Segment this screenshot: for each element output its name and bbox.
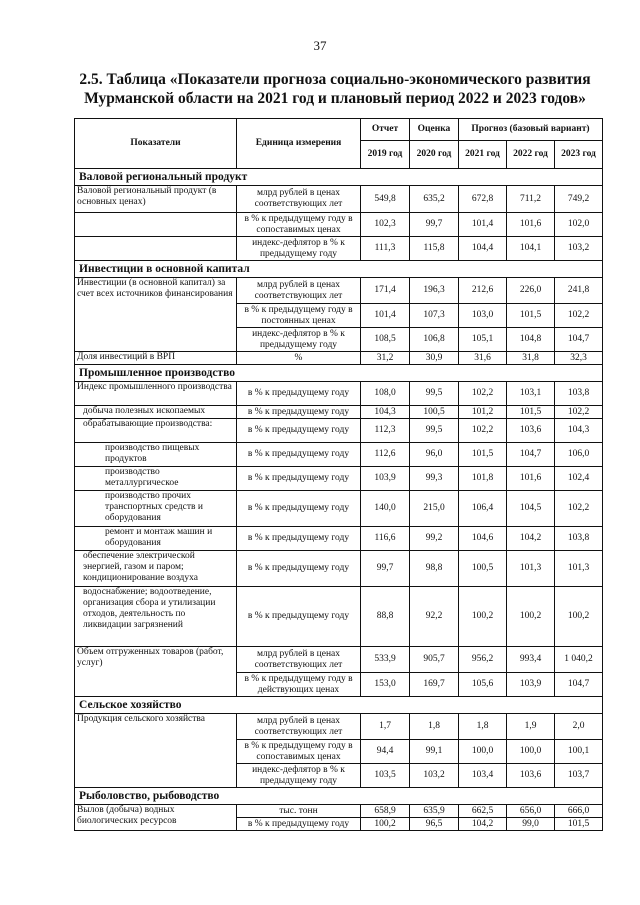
value-2022: 100,0 [507,740,555,764]
value-2019: 102,3 [361,213,410,237]
value-2020: 196,3 [410,278,459,304]
value-2021: 662,5 [459,805,507,818]
header-2020: 2020 год [410,141,459,169]
value-2020: 99,3 [410,467,459,491]
value-2019: 658,9 [361,805,410,818]
value-2023: 2,0 [555,714,603,740]
value-2021: 102,2 [459,382,507,406]
value-2019: 533,9 [361,647,410,673]
indicator-name [75,213,237,237]
indicator-name: Инвестиции (в основной капитал) за счет всех источников финансирования [75,278,237,352]
section-agriculture: Сельское хозяйство [75,697,603,714]
value-2023: 103,7 [555,764,603,788]
value-2023: 102,2 [555,304,603,328]
value-2023: 101,3 [555,551,603,587]
value-2023: 32,3 [555,352,603,365]
value-2022: 656,0 [507,805,555,818]
value-2023: 241,8 [555,278,603,304]
table-row [75,647,603,673]
value-2021: 101,4 [459,213,507,237]
value-2021: 956,2 [459,647,507,673]
unit-cell: в % к предыдущему году в постоянных ценах [237,304,361,328]
unit-cell: в % к предыдущему году в действующих ценах [237,673,361,697]
table-row [75,278,603,304]
value-2019: 31,2 [361,352,410,365]
value-2022: 103,6 [507,764,555,788]
unit-cell: в % к предыдущему году [237,443,361,467]
table-row [75,406,603,419]
value-2020: 92,2 [410,587,459,647]
table-row [75,419,603,443]
unit-cell: в % к предыдущему году [237,491,361,527]
value-2019: 111,3 [361,237,410,261]
value-2021: 103,0 [459,304,507,328]
table-title [70,70,600,108]
unit-cell: в % к предыдущему году [237,587,361,647]
value-2020: 99,7 [410,213,459,237]
value-2023: 100,2 [555,587,603,647]
unit-cell: в % к предыдущему году [237,818,361,831]
indicator-name: Доля инвестиций в ВРП [75,352,237,365]
value-2021: 104,2 [459,818,507,831]
value-2020: 215,0 [410,491,459,527]
section-grp: Валовой региональный продукт [75,169,603,186]
value-2022: 99,0 [507,818,555,831]
header-2023: 2023 год [555,141,603,169]
value-2019: 1,7 [361,714,410,740]
value-2020: 99,2 [410,527,459,551]
forecast-table [74,118,603,831]
indicator-name: Вылов (добыча) водных биологических ресурсов [75,805,237,831]
table-row [75,551,603,587]
table-row [75,587,603,647]
value-2019: 104,3 [361,406,410,419]
value-2020: 99,5 [410,419,459,443]
value-2021: 105,1 [459,328,507,352]
value-2023: 102,0 [555,213,603,237]
value-2019: 112,3 [361,419,410,443]
table-row [75,805,603,818]
header-2021: 2021 год [459,141,507,169]
value-2020: 635,2 [410,186,459,213]
value-2022: 103,6 [507,419,555,443]
value-2022: 104,2 [507,527,555,551]
table-row [75,186,603,213]
indicator-name: производство прочих транспортных средств и оборудования [75,491,237,527]
value-2023: 104,3 [555,419,603,443]
unit-cell: в % к предыдущему году [237,382,361,406]
value-2019: 140,0 [361,491,410,527]
value-2022: 103,9 [507,673,555,697]
table-row [75,352,603,365]
value-2020: 100,5 [410,406,459,419]
value-2023: 666,0 [555,805,603,818]
unit-cell: млрд рублей в ценах соответствующих лет [237,186,361,213]
value-2019: 116,6 [361,527,410,551]
value-2021: 106,4 [459,491,507,527]
value-2019: 103,5 [361,764,410,788]
value-2023: 103,8 [555,382,603,406]
value-2023: 1 040,2 [555,647,603,673]
value-2019: 94,4 [361,740,410,764]
value-2023: 100,1 [555,740,603,764]
header-2022: 2022 год [507,141,555,169]
value-2019: 108,5 [361,328,410,352]
unit-cell: млрд рублей в ценах соответствующих лет [237,278,361,304]
value-2020: 635,9 [410,805,459,818]
indicator-name: производство пищевых продуктов [75,443,237,467]
page-number: 37 [313,38,327,53]
unit-cell: в % к предыдущему году [237,551,361,587]
indicator-name: Объем отгруженных товаров (работ, услуг) [75,647,237,697]
indicator-name: обрабатывающие производства: [75,419,237,443]
value-2023: 101,5 [555,818,603,831]
value-2020: 96,0 [410,443,459,467]
value-2020: 30,9 [410,352,459,365]
value-2022: 101,3 [507,551,555,587]
table-row [75,527,603,551]
value-2023: 749,2 [555,186,603,213]
value-2019: 112,6 [361,443,410,467]
indicator-name: ремонт и монтаж машин и оборудования [75,527,237,551]
value-2022: 101,5 [507,406,555,419]
indicator-name: Индекс промышленного производства [75,382,237,406]
indicator-name: водоснабжение; водоотведение, организация сбора и утилизации отходов, деятельность по ликвидации загрязнений [75,587,237,647]
table-row [75,714,603,740]
value-2020: 106,8 [410,328,459,352]
unit-cell: в % к предыдущему году [237,406,361,419]
value-2021: 212,6 [459,278,507,304]
value-2022: 104,1 [507,237,555,261]
value-2022: 104,8 [507,328,555,352]
value-2022: 101,6 [507,467,555,491]
table-row [75,213,603,237]
value-2023: 102,4 [555,467,603,491]
value-2022: 104,7 [507,443,555,467]
value-2021: 101,5 [459,443,507,467]
value-2020: 107,3 [410,304,459,328]
value-2023: 102,2 [555,491,603,527]
value-2022: 226,0 [507,278,555,304]
value-2019: 549,8 [361,186,410,213]
unit-cell: в % к предыдущему году [237,467,361,491]
value-2020: 169,7 [410,673,459,697]
value-2019: 103,9 [361,467,410,491]
value-2022: 101,6 [507,213,555,237]
value-2021: 104,4 [459,237,507,261]
value-2020: 115,8 [410,237,459,261]
unit-cell: в % к предыдущему году в сопоставимых ценах [237,740,361,764]
header-indicators: Показатели [75,119,237,169]
unit-cell: в % к предыдущему году [237,419,361,443]
value-2022: 104,5 [507,491,555,527]
value-2020: 1,8 [410,714,459,740]
value-2023: 103,2 [555,237,603,261]
value-2022: 1,9 [507,714,555,740]
value-2019: 99,7 [361,551,410,587]
unit-cell: индекс-дефлятор в % к предыдущему году [237,764,361,788]
value-2020: 98,8 [410,551,459,587]
value-2021: 104,6 [459,527,507,551]
value-2021: 100,0 [459,740,507,764]
unit-cell: % [237,352,361,365]
section-investment: Инвестиции в основной капитал [75,261,603,278]
value-2019: 88,8 [361,587,410,647]
value-2023: 102,2 [555,406,603,419]
value-2021: 672,8 [459,186,507,213]
header-unit: Единица измерения [237,119,361,169]
header-2019: 2019 год [361,141,410,169]
indicator-name: Валовой региональный продукт (в основных ценах) [75,186,237,213]
value-2019: 100,2 [361,818,410,831]
unit-cell: индекс-дефлятор в % к предыдущему году [237,237,361,261]
value-2022: 103,1 [507,382,555,406]
unit-cell: млрд рублей в ценах соответствующих лет [237,714,361,740]
value-2022: 711,2 [507,186,555,213]
value-2021: 100,2 [459,587,507,647]
indicator-name: обеспечение электрической энергией, газом и паром; кондиционирование воздуха [75,551,237,587]
header-report: Отчет [361,119,410,141]
indicator-name: Продукция сельского хозяйства [75,714,237,788]
section-fishing: Рыболовство, рыбоводство [75,788,603,805]
value-2021: 31,6 [459,352,507,365]
value-2021: 105,6 [459,673,507,697]
value-2022: 101,5 [507,304,555,328]
value-2021: 101,8 [459,467,507,491]
value-2019: 101,4 [361,304,410,328]
unit-cell: в % к предыдущему году [237,527,361,551]
value-2020: 99,5 [410,382,459,406]
indicator-name: добыча полезных ископаемых [75,406,237,419]
value-2023: 106,0 [555,443,603,467]
section-industry: Промышленное производство [75,365,603,382]
value-2023: 104,7 [555,328,603,352]
indicator-name [75,237,237,261]
header-estimate: Оценка [410,119,459,141]
title-line-2: Мурманской области на 2021 год и плановый период 2022 и 2023 годов» [84,90,586,107]
unit-cell: млрд рублей в ценах соответствующих лет [237,647,361,673]
unit-cell: в % к предыдущему году в сопоставимых ценах [237,213,361,237]
table-row [75,467,603,491]
table-row [75,443,603,467]
value-2022: 993,4 [507,647,555,673]
value-2023: 103,8 [555,527,603,551]
title-line-1: 2.5. Таблица «Показатели прогноза социально-экономического развития [79,71,591,88]
table-row [75,237,603,261]
value-2021: 102,2 [459,419,507,443]
value-2019: 108,0 [361,382,410,406]
value-2023: 104,7 [555,673,603,697]
value-2020: 96,5 [410,818,459,831]
value-2021: 103,4 [459,764,507,788]
value-2021: 1,8 [459,714,507,740]
value-2022: 100,2 [507,587,555,647]
value-2021: 100,5 [459,551,507,587]
table-row [75,382,603,406]
table-row [75,491,603,527]
indicator-name: производство металлургическое [75,467,237,491]
value-2020: 905,7 [410,647,459,673]
value-2022: 31,8 [507,352,555,365]
unit-cell: индекс-дефлятор в % к предыдущему году [237,328,361,352]
value-2020: 103,2 [410,764,459,788]
value-2019: 171,4 [361,278,410,304]
value-2019: 153,0 [361,673,410,697]
unit-cell: тыс. тонн [237,805,361,818]
value-2021: 101,2 [459,406,507,419]
value-2020: 99,1 [410,740,459,764]
header-forecast: Прогноз (базовый вариант) [459,119,603,141]
